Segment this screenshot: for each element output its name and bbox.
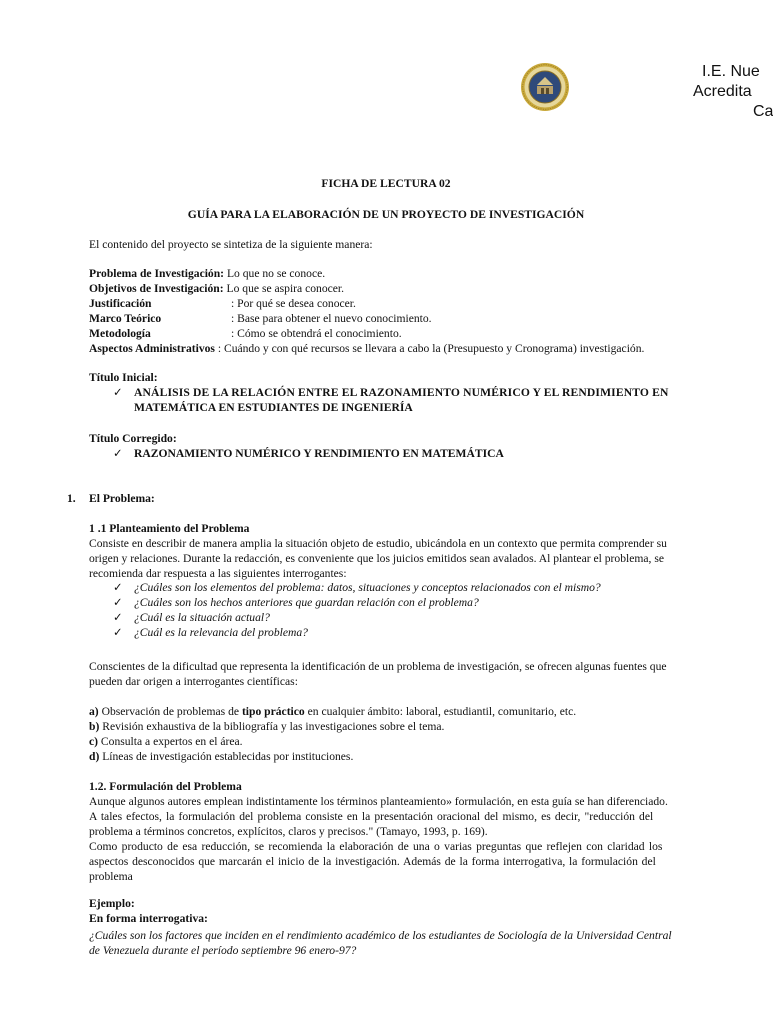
- section-title: El Problema:: [89, 492, 155, 505]
- intro-text: El contenido del proyecto se sintetiza de la siguiente manera:: [89, 238, 373, 251]
- list-item: d) Líneas de investigación establecidas por instituciones.: [89, 750, 354, 763]
- definition-text: : Base para obtener el nuevo conocimiento.: [231, 312, 432, 325]
- definition-text: : Por qué se desea conocer.: [231, 297, 356, 310]
- paragraph-line: problema: [89, 870, 133, 883]
- paragraph-line: A tales efectos, la formulación del problema consiste en la presentación oracional del mismo, es decir, "reducción del: [89, 810, 654, 823]
- definition-row: [89, 341, 644, 356]
- titulo-inicial-line-1: ANÁLISIS DE LA RELACIÓN ENTRE EL RAZONAMIENTO NUMÉRICO Y EL RENDIMIENTO EN: [134, 386, 669, 399]
- definition-text: Lo que se aspira conocer.: [223, 282, 345, 295]
- definition-row: [89, 281, 344, 296]
- definition-row: [89, 266, 325, 281]
- example-label: Ejemplo:: [89, 897, 135, 910]
- example-line: de Venezuela durante el período septiembre 96 enero-97?: [89, 944, 357, 957]
- institution-header: [690, 62, 773, 122]
- titulo-inicial-label: Título Inicial:: [89, 371, 158, 384]
- paragraph-line: aspectos desconocidos que marcarán el inicio de la investigación. Además de la forma interrogativa, la formulación del: [89, 855, 656, 868]
- header-line-3: Ca: [753, 103, 773, 120]
- list-item: ✓ ¿Cuál es la situación actual?: [113, 611, 270, 624]
- paragraph-line: Conscientes de la dificultad que representa la identificación de un problema de investigación, se ofrecen algunas fuentes que: [89, 660, 667, 673]
- titulo-inicial-item: [113, 385, 723, 415]
- definition-row: [89, 311, 432, 326]
- definition-label: Justificación: [89, 297, 152, 310]
- paragraph-line: recomienda dar respuesta a las siguientes interrogantes:: [89, 567, 347, 580]
- section-number: 1.: [67, 492, 76, 505]
- checkmark-icon: ✓: [113, 611, 123, 624]
- university-seal-icon: [520, 62, 570, 112]
- paragraph-line: Como producto de esa reducción, se recomienda la elaboración de una o varias preguntas que reflejen con claridad los: [89, 840, 663, 853]
- definition-label: Metodología: [89, 327, 151, 340]
- titulo-corregido-item: [113, 446, 723, 461]
- header-line-1: I.E. Nue: [702, 63, 760, 80]
- example-line: ¿Cuáles son los factores que inciden en el rendimiento académico de los estudiantes de Sociología de la Universidad Central: [89, 929, 672, 942]
- list-item: a) Observación de problemas de tipo práctico en cualquier ámbito: laboral, estudiantil, comunitario, etc.: [89, 705, 577, 718]
- list-item: ✓ ¿Cuáles son los elementos del problema: datos, situaciones y conceptos relacionados con el mismo?: [113, 581, 601, 594]
- list-item: ✓ ¿Cuáles son los hechos anteriores que guardan relación con el problema?: [113, 596, 479, 609]
- paragraph-line: problema a términos concretos, explícitos, claros y precisos." (Tamayo, 1993, p. 169).: [89, 825, 488, 838]
- definition-text: : Cuándo y con qué recursos se llevara a cabo la (Presupuesto y Cronograma) investigación.: [214, 342, 645, 355]
- titulo-corregido-line-1: RAZONAMIENTO NUMÉRICO Y RENDIMIENTO EN MATEMÁTICA: [134, 447, 504, 460]
- subsection-title: 1.2. Formulación del Problema: [89, 780, 242, 793]
- checkmark-icon: ✓: [113, 596, 123, 609]
- questions-list: [113, 580, 601, 640]
- definition-row: [89, 296, 356, 311]
- definition-row: [89, 326, 402, 341]
- document-subtitle: GUÍA PARA LA ELABORACIÓN DE UN PROYECTO DE INVESTIGACIÓN: [187, 208, 585, 221]
- definition-label: Marco Teórico: [89, 312, 162, 325]
- paragraph-line: Consiste en describir de manera amplia la situación objeto de estudio, ubicándola en un contexto que permita comprender su: [89, 537, 667, 550]
- definition-label: Problema de Investigación:: [89, 267, 225, 280]
- definition-label: Objetivos de Investigación:: [89, 282, 224, 295]
- definition-text: Lo que no se conoce.: [224, 267, 326, 280]
- checkmark-icon: ✓: [113, 447, 123, 460]
- document-title: FICHA DE LECTURA 02: [321, 177, 451, 190]
- subsection-title: 1 .1 Planteamiento del Problema: [89, 522, 250, 535]
- paragraph-line: Aunque algunos autores emplean indistintamente los términos planteamiento» formulación, en esta guía se han diferenciado.: [89, 795, 668, 808]
- checkmark-icon: ✓: [113, 581, 123, 594]
- definition-label: Aspectos Administrativos: [89, 342, 215, 355]
- list-item: c) Consulta a expertos en el área.: [89, 735, 243, 748]
- header-line-2: Acredita: [693, 83, 752, 100]
- list-item: ✓ ¿Cuál es la relevancia del problema?: [113, 626, 308, 639]
- list-item: b) Revisión exhaustiva de la bibliografía y las investigaciones sobre el tema.: [89, 720, 445, 733]
- example-form-label: En forma interrogativa:: [89, 912, 208, 925]
- definition-text: : Cómo se obtendrá el conocimiento.: [231, 327, 402, 340]
- paragraph-line: pueden dar origen a interrogantes científicas:: [89, 675, 298, 688]
- checkmark-icon: ✓: [113, 626, 123, 639]
- paragraph-line: origen y relaciones. Durante la redacción, es conveniente que los juicios emitidos sean avalados. Al plantear el problema, se: [89, 552, 664, 565]
- checkmark-icon: ✓: [113, 386, 123, 399]
- titulo-corregido-label: Título Corregido:: [89, 432, 177, 445]
- titulo-inicial-line-2: MATEMÁTICA EN ESTUDIANTES DE INGENIERÍA: [134, 401, 413, 414]
